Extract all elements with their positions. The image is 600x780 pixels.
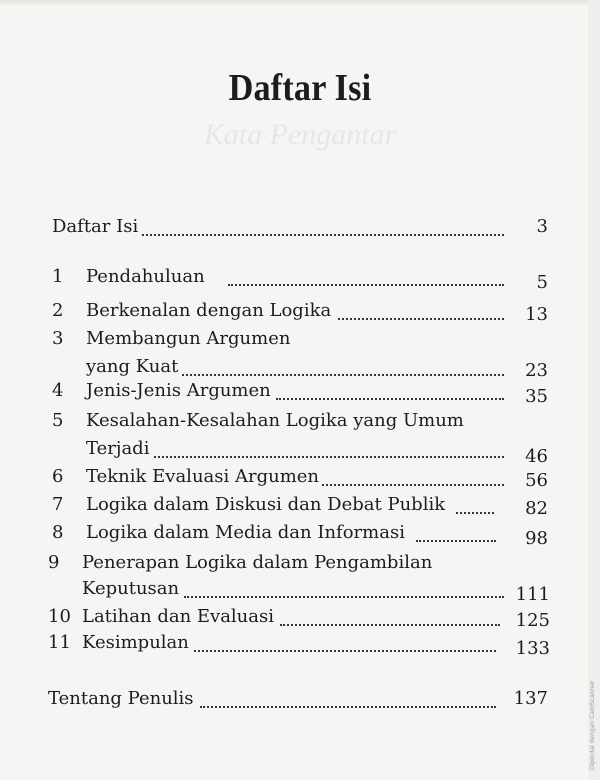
bleed-through-text: Kata Pengantar	[203, 118, 397, 151]
toc-entry-chapter[interactable]	[0, 380, 600, 406]
chapter-title: Kesalahan-Kesalahan Logika yang Umum	[86, 410, 464, 431]
dot-leader	[456, 512, 494, 514]
chapter-number: 7	[52, 494, 64, 515]
chapter-title: Logika dalam Diskusi dan Debat Publik	[86, 494, 446, 515]
toc-entry-front[interactable]	[0, 216, 600, 242]
chapter-page: 82	[525, 498, 548, 519]
chapter-title: Berkenalan dengan Logika	[86, 300, 332, 321]
chapter-number: 6	[52, 466, 64, 487]
chapter-number: 9	[48, 552, 60, 573]
chapter-page: 13	[525, 304, 548, 325]
chapter-page: 98	[525, 528, 548, 549]
chapter-number: 2	[52, 300, 64, 321]
chapter-title: Logika dalam Media dan Informasi	[86, 522, 405, 543]
toc-entry-chapter[interactable]	[0, 606, 600, 632]
dot-leader	[194, 650, 496, 652]
toc-entry-chapter[interactable]	[0, 632, 600, 658]
dot-leader	[184, 596, 504, 598]
chapter-number: 1	[52, 266, 64, 287]
chapter-title-continued: Keputusan	[82, 578, 180, 599]
dot-leader	[154, 456, 504, 458]
dot-leader	[200, 706, 496, 708]
chapter-title: Kesimpulan	[82, 632, 189, 653]
page-title: Daftar Isi	[228, 67, 372, 109]
dot-leader	[280, 624, 500, 626]
dot-leader	[142, 234, 504, 236]
toc-entry-continuation[interactable]	[0, 438, 600, 467]
chapter-page: 23	[525, 360, 548, 381]
chapter-page: 5	[536, 272, 548, 293]
chapter-page: 35	[525, 386, 548, 407]
toc-entry-continuation[interactable]	[0, 356, 600, 382]
chapter-title-continued: Terjadi	[86, 438, 150, 459]
chapter-title: Teknik Evaluasi Argumen	[86, 466, 320, 487]
chapter-title: Penerapan Logika dalam Pengambilan	[82, 552, 433, 573]
toc-entry-chapter[interactable]	[0, 466, 600, 492]
chapter-page: 111	[515, 584, 550, 605]
toc-entry-label: Tentang Penulis	[48, 688, 194, 709]
dot-leader	[322, 484, 504, 486]
chapter-number: 3	[52, 328, 64, 349]
toc-entry-chapter[interactable]	[0, 522, 600, 548]
chapter-title: Jenis-Jenis Argumen	[86, 380, 271, 401]
dot-leader	[182, 374, 504, 376]
scanner-watermark: Dipindai dengan CamScanner	[589, 680, 596, 770]
dot-leader	[416, 540, 496, 542]
scan-top-edge	[0, 0, 600, 6]
chapter-number: 11	[48, 632, 71, 653]
toc-entry-continuation[interactable]	[0, 578, 600, 604]
chapter-title: Membangun Argumen	[86, 328, 291, 349]
dot-leader	[338, 318, 504, 320]
chapter-page: 125	[515, 610, 550, 631]
toc-entry-label: Daftar Isi	[52, 216, 139, 237]
chapter-title-continued: yang Kuat	[86, 356, 179, 377]
toc-entry-chapter[interactable]	[0, 266, 600, 292]
toc-entry-chapter[interactable]	[0, 410, 600, 436]
chapter-page: 46	[525, 446, 548, 467]
dot-leader	[228, 284, 504, 286]
toc-entry-back[interactable]	[0, 688, 600, 714]
chapter-page: 56	[525, 470, 548, 491]
chapter-title: Pendahuluan	[86, 266, 205, 287]
toc-entry-page: 3	[536, 216, 548, 237]
toc-entry-chapter[interactable]	[0, 494, 600, 520]
chapter-number: 4	[52, 380, 64, 401]
chapter-page: 133	[515, 638, 550, 659]
dot-leader	[276, 398, 504, 400]
chapter-number: 5	[52, 410, 64, 431]
toc-entry-chapter[interactable]	[0, 552, 600, 578]
toc-entry-chapter[interactable]	[0, 300, 600, 326]
chapter-title: Latihan dan Evaluasi	[82, 606, 274, 627]
toc-entry-page: 137	[513, 688, 548, 709]
chapter-number: 10	[48, 606, 71, 627]
toc-entry-chapter[interactable]	[0, 328, 600, 354]
chapter-number: 8	[52, 522, 64, 543]
